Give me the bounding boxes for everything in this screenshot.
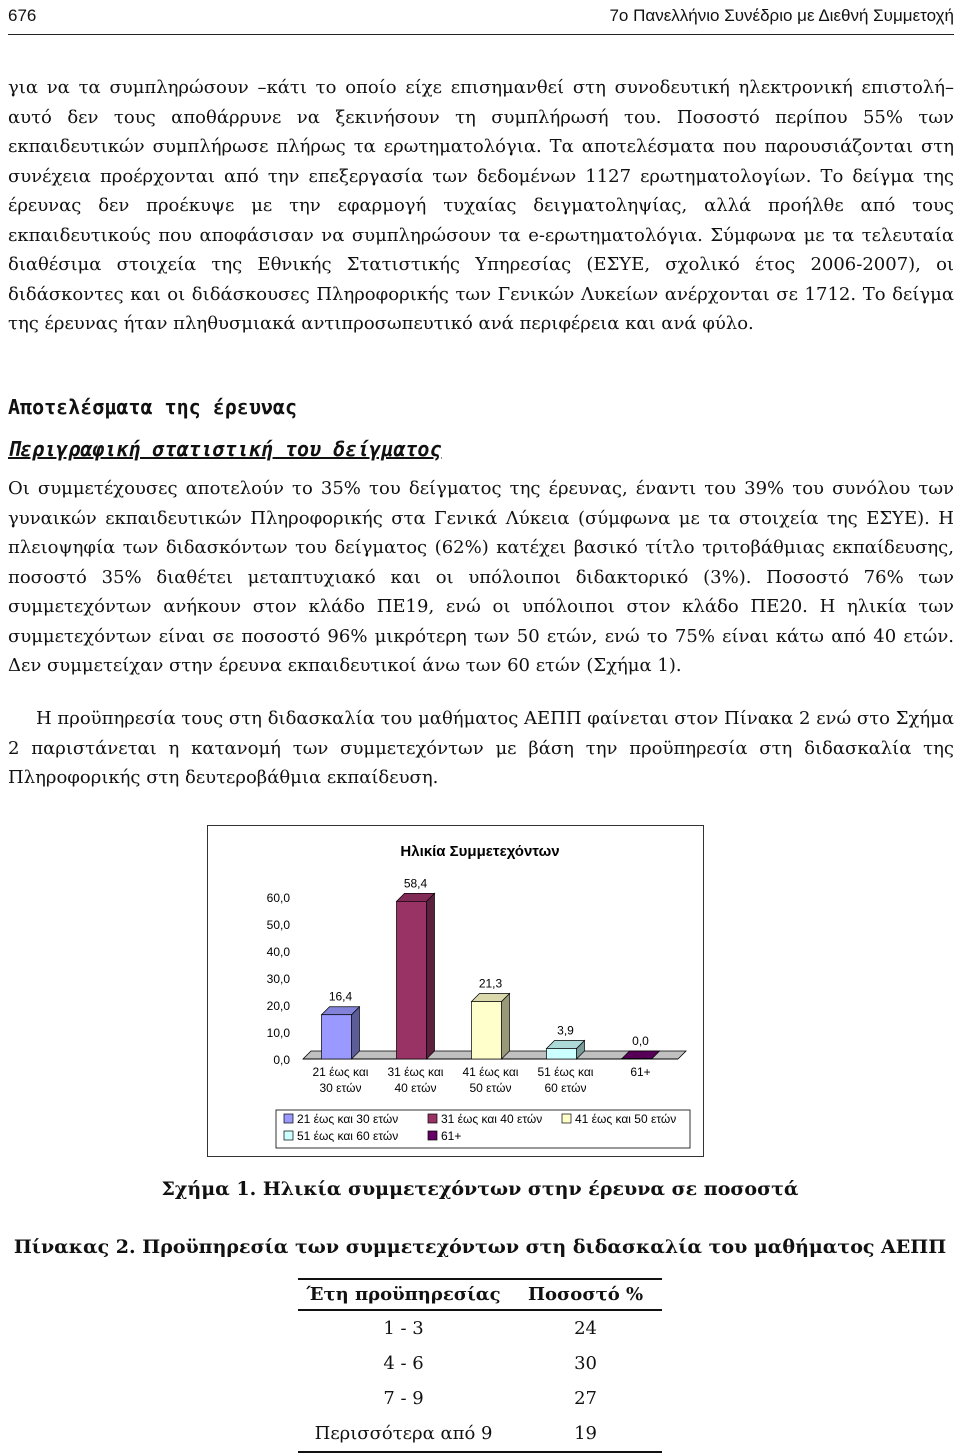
y-tick-label: 10,0 bbox=[266, 1026, 290, 1040]
table-cell-years: 7 - 9 bbox=[383, 1388, 424, 1409]
bar bbox=[622, 1059, 652, 1060]
page-header bbox=[8, 0, 954, 35]
legend-swatch bbox=[562, 1114, 571, 1123]
legend-swatch bbox=[284, 1114, 293, 1123]
table-row bbox=[298, 1416, 662, 1452]
y-tick-label: 60,0 bbox=[266, 891, 290, 905]
x-tick-label: 60 ετών bbox=[544, 1081, 587, 1095]
section-heading: Αποτελέσματα της έρευνας bbox=[8, 395, 297, 419]
table-cell-percent: 19 bbox=[509, 1416, 662, 1452]
table-header-years: Έτη προϋπηρεσίας bbox=[298, 1279, 509, 1310]
table-cell-percent: 27 bbox=[574, 1388, 597, 1409]
age-chart bbox=[207, 825, 704, 1157]
x-tick-label: 51 έως και bbox=[537, 1065, 594, 1079]
x-tick-label: 61+ bbox=[630, 1065, 651, 1079]
age-chart-svg bbox=[208, 826, 705, 1158]
page-number: 676 bbox=[8, 6, 37, 25]
legend-swatch bbox=[284, 1131, 293, 1140]
x-tick-label: 31 έως και bbox=[387, 1065, 444, 1079]
bar bbox=[472, 1001, 502, 1059]
legend-entry: 21 έως και 30 ετών bbox=[297, 1112, 399, 1126]
bar-side bbox=[427, 893, 435, 1059]
x-tick-label: 21 έως και bbox=[312, 1065, 369, 1079]
x-tick-label: 41 έως και bbox=[462, 1065, 519, 1079]
legend-swatch bbox=[428, 1114, 437, 1123]
data-label: 58,4 bbox=[403, 876, 428, 891]
table-caption: Πίνακας 2. Προϋπηρεσία των συμμετεχόντων στη διδασκαλία του μαθήματος ΑΕΠΠ bbox=[13, 1236, 947, 1258]
legend-entry: 61+ bbox=[441, 1129, 462, 1143]
legend-swatch bbox=[428, 1131, 437, 1140]
running-title: 7ο Πανελλήνιο Συνέδριο με Διεθνή Συμμετοχή bbox=[609, 6, 954, 25]
bar bbox=[322, 1015, 352, 1059]
table-header-percent: Ποσοστό % bbox=[509, 1279, 662, 1310]
x-tick-label: 30 ετών bbox=[319, 1081, 362, 1095]
table-row bbox=[298, 1310, 662, 1346]
table-row bbox=[298, 1346, 662, 1381]
y-tick-label: 30,0 bbox=[266, 972, 290, 986]
intro-paragraph: για να τα συμπληρώσουν –κάτι το οποίο είχε επισημανθεί στη συνοδευτική ηλεκτρονική επιστολή– αυτό δεν τους αποθάρρυνε να ξεκινήσουν τη συμπλήρωσή του. Ποσοστό περίπου 55% των εκπαιδευτικών συμπλήρωσε πλήρως τα ερωτηματολόγια. Τα αποτελέσματα που παρουσιάζονται στη συνέχεια προέρχονται από την επεξεργασία των δεδομένων 1127 ερωτηματολογίων. Το δείγμα της έρευνας δεν προέκυψε με την εφαρμογή τυχαίας δειγματοληψίας, αλλά προήλθε από τους εκπαιδευτικούς που αποφάσισαν να συμπληρώσουν τα e-ερωτηματολόγια. Σύμφωνα με τα τελευταία διαθέσιμα στοιχεία της Εθνικής Στατιστικής Υπηρεσίας (ΕΣΥΕ, σχολικό έτος 2006-2007), οι διδάσκοντες και οι διδάσκουσες Πληροφορικής των Γενικών Λυκείων ανέρχονται σε 1712. Το δείγμα της έρευνας ήταν πληθυσμιακά αντιπροσωπευτικό ανά περιφέρεια και ανά φύλο. bbox=[8, 77, 954, 334]
table-cell-percent: 24 bbox=[574, 1318, 597, 1339]
bar-side bbox=[502, 993, 510, 1059]
table-cell-years: 1 - 3 bbox=[383, 1318, 424, 1339]
table-cell-years: 4 - 6 bbox=[383, 1353, 424, 1374]
data-label: 3,9 bbox=[557, 1023, 574, 1038]
table-cell-percent: 30 bbox=[574, 1353, 597, 1374]
y-tick-label: 0,0 bbox=[273, 1053, 290, 1067]
legend-entry: 51 έως και 60 ετών bbox=[297, 1129, 399, 1143]
legend-entry: 31 έως και 40 ετών bbox=[441, 1112, 543, 1126]
data-label: 0,0 bbox=[632, 1034, 649, 1048]
data-label: 16,4 bbox=[328, 989, 353, 1004]
bar-side bbox=[352, 1007, 360, 1059]
x-tick-label: 40 ετών bbox=[394, 1081, 437, 1095]
table-row bbox=[298, 1381, 662, 1416]
y-tick-label: 40,0 bbox=[266, 945, 290, 959]
bar bbox=[397, 901, 427, 1059]
subsection-heading: Περιγραφική στατιστική του δείγματος bbox=[8, 437, 442, 461]
bar bbox=[547, 1048, 577, 1059]
legend-entry: 41 έως και 50 ετών bbox=[575, 1112, 677, 1126]
y-tick-label: 20,0 bbox=[266, 999, 290, 1013]
y-tick-label: 50,0 bbox=[266, 918, 290, 932]
service-paragraph: Η προϋπηρεσία τους στη διδασκαλία του μαθήματος ΑΕΠΠ φαίνεται στον Πίνακα 2 ενώ στο Σχήμα 2 παριστάνεται η κατανομή των συμμετεχόντων με βάση την προϋπηρεσία στη διδασκαλία της Πληροφορικής στη δευτεροβάθμια εκπαίδευση. bbox=[8, 708, 954, 788]
results-paragraph: Οι συμμετέχουσες αποτελούν το 35% του δείγματος της έρευνας, έναντι του 39% του συνόλου των γυναικών εκπαιδευτικών Πληροφορικής στα Γενικά Λύκεια (σύμφωνα με τα στοιχεία της ΕΣΥΕ). Η πλειοψηφία των διδασκόντων του δείγματος (62%) κατέχει βασικό τίτλο τριτοβάθμιας εκπαίδευσης, ποσοστό 35% διαθέτει μεταπτυχιακό και οι υπόλοιποι διδακτορικό (3%). Ποσοστό 76% των συμμετεχόντων ανήκουν στον κλάδο ΠΕ19, ενώ οι υπόλοιποι στον κλάδο ΠΕ20. Η ηλικία των συμμετεχόντων είναι σε ποσοστό 96% μικρότερη των 50 ετών, ενώ το 75% είναι κάτω από 40 ετών. Δεν συμμετείχαν στην έρευνα εκπαιδευτικοί άνω των 60 ετών (Σχήμα 1). bbox=[8, 478, 954, 676]
table-cell-years: Περισσότερα από 9 bbox=[298, 1416, 509, 1452]
x-tick-label: 50 ετών bbox=[469, 1081, 512, 1095]
figure-caption: Σχήμα 1. Ηλικία συμμετεχόντων στην έρευνα σε ποσοστά bbox=[161, 1178, 799, 1200]
data-label: 21,3 bbox=[478, 976, 503, 991]
chart-title: Ηλικία Συμμετεχόντων bbox=[400, 843, 560, 860]
service-table bbox=[298, 1278, 662, 1453]
